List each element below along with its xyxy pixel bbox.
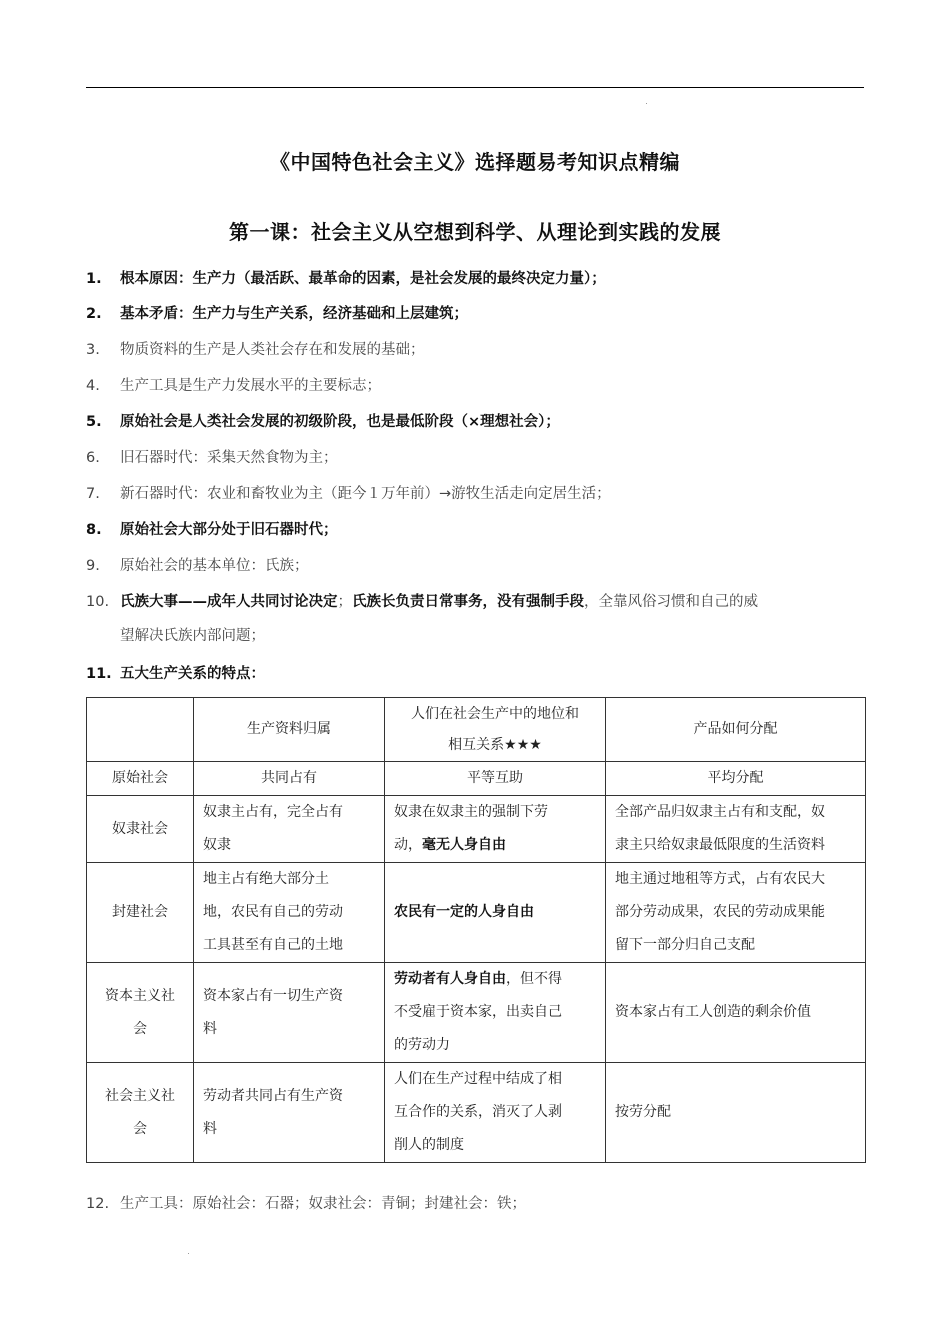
list-item <box>86 262 866 296</box>
header-cell: 生产资料归属 <box>194 698 385 762</box>
item-text: 生产工具是生产力发展水平的主要标志； <box>120 378 381 394</box>
list-item <box>86 369 866 403</box>
ownership-cell: 共同占有 <box>194 762 385 796</box>
distribution-cell <box>606 863 866 963</box>
society-cell: 封建社会 <box>87 863 194 963</box>
item-text: 旧石器时代：采集天然食物为主； <box>120 450 338 466</box>
list-item <box>86 513 866 547</box>
table-row <box>87 863 866 963</box>
table-row <box>87 796 866 863</box>
list-item <box>86 549 866 583</box>
cell-line-bold: 劳动者有人身自由 <box>394 971 506 987</box>
relation-cell <box>385 1063 606 1163</box>
cell-line: 料 <box>203 1020 217 1037</box>
cell-line: 资本主义社 <box>105 987 175 1004</box>
document-title: 《中国特色社会主义》选择题易考知识点精编 <box>270 150 680 174</box>
header-cell <box>87 698 194 762</box>
cell-line: 社会主义社 <box>105 1087 175 1104</box>
item-number: 5. <box>86 414 102 430</box>
relation-cell: 农民有一定的人身自由 <box>385 863 606 963</box>
cell-line: 不受雇于资本家，出卖自己 <box>394 1004 562 1020</box>
header-text: 相互关系★★★ <box>448 736 542 753</box>
stray-dot <box>646 103 647 104</box>
cell-line: 地主通过地租等方式，占有农民大 <box>615 871 825 887</box>
ownership-cell <box>194 863 385 963</box>
item-text-bold: 氏族长负责日常事务，没有强制手段 <box>352 594 584 610</box>
list-item <box>86 477 866 511</box>
cell-line: 削人的制度 <box>394 1137 464 1153</box>
cell-line: 奴隶主占有，完全占有 <box>203 804 343 820</box>
cell-line-bold: 毫无人身自由 <box>422 837 506 853</box>
society-cell: 奴隶社会 <box>87 796 194 863</box>
item-text-continued: 望解决氏族内部问题； <box>120 628 265 644</box>
item-text: 根本原因：生产力（最活跃、最革命的因素，是社会发展的最终决定力量）； <box>120 271 606 287</box>
item-number: 11. <box>86 666 112 682</box>
cell-line: 动， <box>394 837 422 853</box>
item-text-bold: 氏族大事——成年人共同讨论决定 <box>120 594 338 610</box>
cell-line: 劳动者共同占有生产资 <box>203 1087 343 1104</box>
cell-line: 隶主只给奴隶最低限度的生活资料 <box>615 837 825 853</box>
cell-line: 互合作的关系，消灭了人剥 <box>394 1104 562 1120</box>
cell-line: ，但不得 <box>506 971 562 987</box>
cell-line: 地主占有绝大部分土 <box>203 871 329 887</box>
header-cell <box>385 698 606 762</box>
cell-line: 会 <box>133 1120 147 1137</box>
table-row <box>87 1063 866 1163</box>
distribution-cell: 平均分配 <box>606 762 866 796</box>
table-row <box>87 762 866 796</box>
cell-line: 全部产品归奴隶主占有和支配，奴 <box>615 804 825 820</box>
list-item <box>86 585 866 653</box>
society-cell: 原始社会 <box>87 762 194 796</box>
cell-line: 的劳动力 <box>394 1037 450 1053</box>
cell-line: 会 <box>133 1020 147 1037</box>
item-number: 4. <box>86 378 100 394</box>
list-item <box>86 441 866 475</box>
item-text: 物质资料的生产是人类社会存在和发展的基础； <box>120 342 425 358</box>
item-number: 2. <box>86 306 102 322</box>
relation-cell <box>385 963 606 1063</box>
item-text: 基本矛盾：生产力与生产关系，经济基础和上层建筑； <box>120 306 468 322</box>
item-number: 6. <box>86 450 100 466</box>
header-cell: 产品如何分配 <box>606 698 866 762</box>
society-cell <box>87 1063 194 1163</box>
society-cell <box>87 963 194 1063</box>
item-text: ，全靠风俗习惯和自己的威 <box>584 594 758 610</box>
item-text: 原始社会是人类社会发展的初级阶段，也是最低阶段（×理想社会）； <box>120 414 560 430</box>
header-text: 人们在社会生产中的地位和 <box>411 705 579 722</box>
lesson-title: 第一课：社会主义从空想到科学、从理论到实践的发展 <box>229 220 721 244</box>
relation-cell: 平等互助 <box>385 762 606 796</box>
item-number: 10. <box>86 594 110 610</box>
item-number: 8. <box>86 522 102 538</box>
cell-line: 料 <box>203 1120 217 1137</box>
list-item <box>86 333 866 367</box>
cell-line: 奴隶在奴隶主的强制下劳 <box>394 804 548 820</box>
item-text: 新石器时代：农业和畜牧业为主（距今１万年前）→游牧生活走向定居生活； <box>120 486 611 502</box>
list-item <box>86 657 866 691</box>
item-text: ； <box>337 594 352 610</box>
cell-line: 资本家占有一切生产资 <box>203 987 343 1004</box>
cell-line: 奴隶 <box>203 837 231 853</box>
cell-line: 部分劳动成果，农民的劳动成果能 <box>615 904 825 920</box>
item-number: 7. <box>86 486 100 502</box>
stray-dot <box>188 1253 189 1254</box>
cell-line: 人们在生产过程中结成了相 <box>394 1071 562 1087</box>
distribution-cell: 资本家占有工人创造的剩余价值 <box>606 963 866 1063</box>
item-text: 原始社会的基本单位：氏族； <box>120 558 309 574</box>
ownership-cell <box>194 1063 385 1163</box>
cell-line: 留下一部分归自己支配 <box>615 937 755 953</box>
table-header-row <box>87 698 866 762</box>
cell-line: 地，农民有自己的劳动 <box>203 904 343 920</box>
header-rule <box>86 87 864 88</box>
list-item <box>86 405 866 439</box>
ownership-cell <box>194 796 385 863</box>
production-relations-table <box>86 697 866 1163</box>
list-item <box>86 1187 866 1221</box>
ownership-cell <box>194 963 385 1063</box>
item-number: 12. <box>86 1196 110 1212</box>
table-row <box>87 963 866 1063</box>
relation-cell <box>385 796 606 863</box>
item-number: 1. <box>86 271 102 287</box>
cell-line: 工具甚至有自己的土地 <box>203 937 343 953</box>
item-number: 9. <box>86 558 100 574</box>
item-text: 五大生产关系的特点： <box>120 666 265 682</box>
item-text: 生产工具：原始社会：石器；奴隶社会：青铜；封建社会：铁； <box>120 1196 526 1212</box>
distribution-cell <box>606 796 866 863</box>
item-text: 原始社会大部分处于旧石器时代； <box>120 522 338 538</box>
list-item <box>86 297 866 331</box>
item-number: 3. <box>86 342 100 358</box>
distribution-cell: 按劳分配 <box>606 1063 866 1163</box>
